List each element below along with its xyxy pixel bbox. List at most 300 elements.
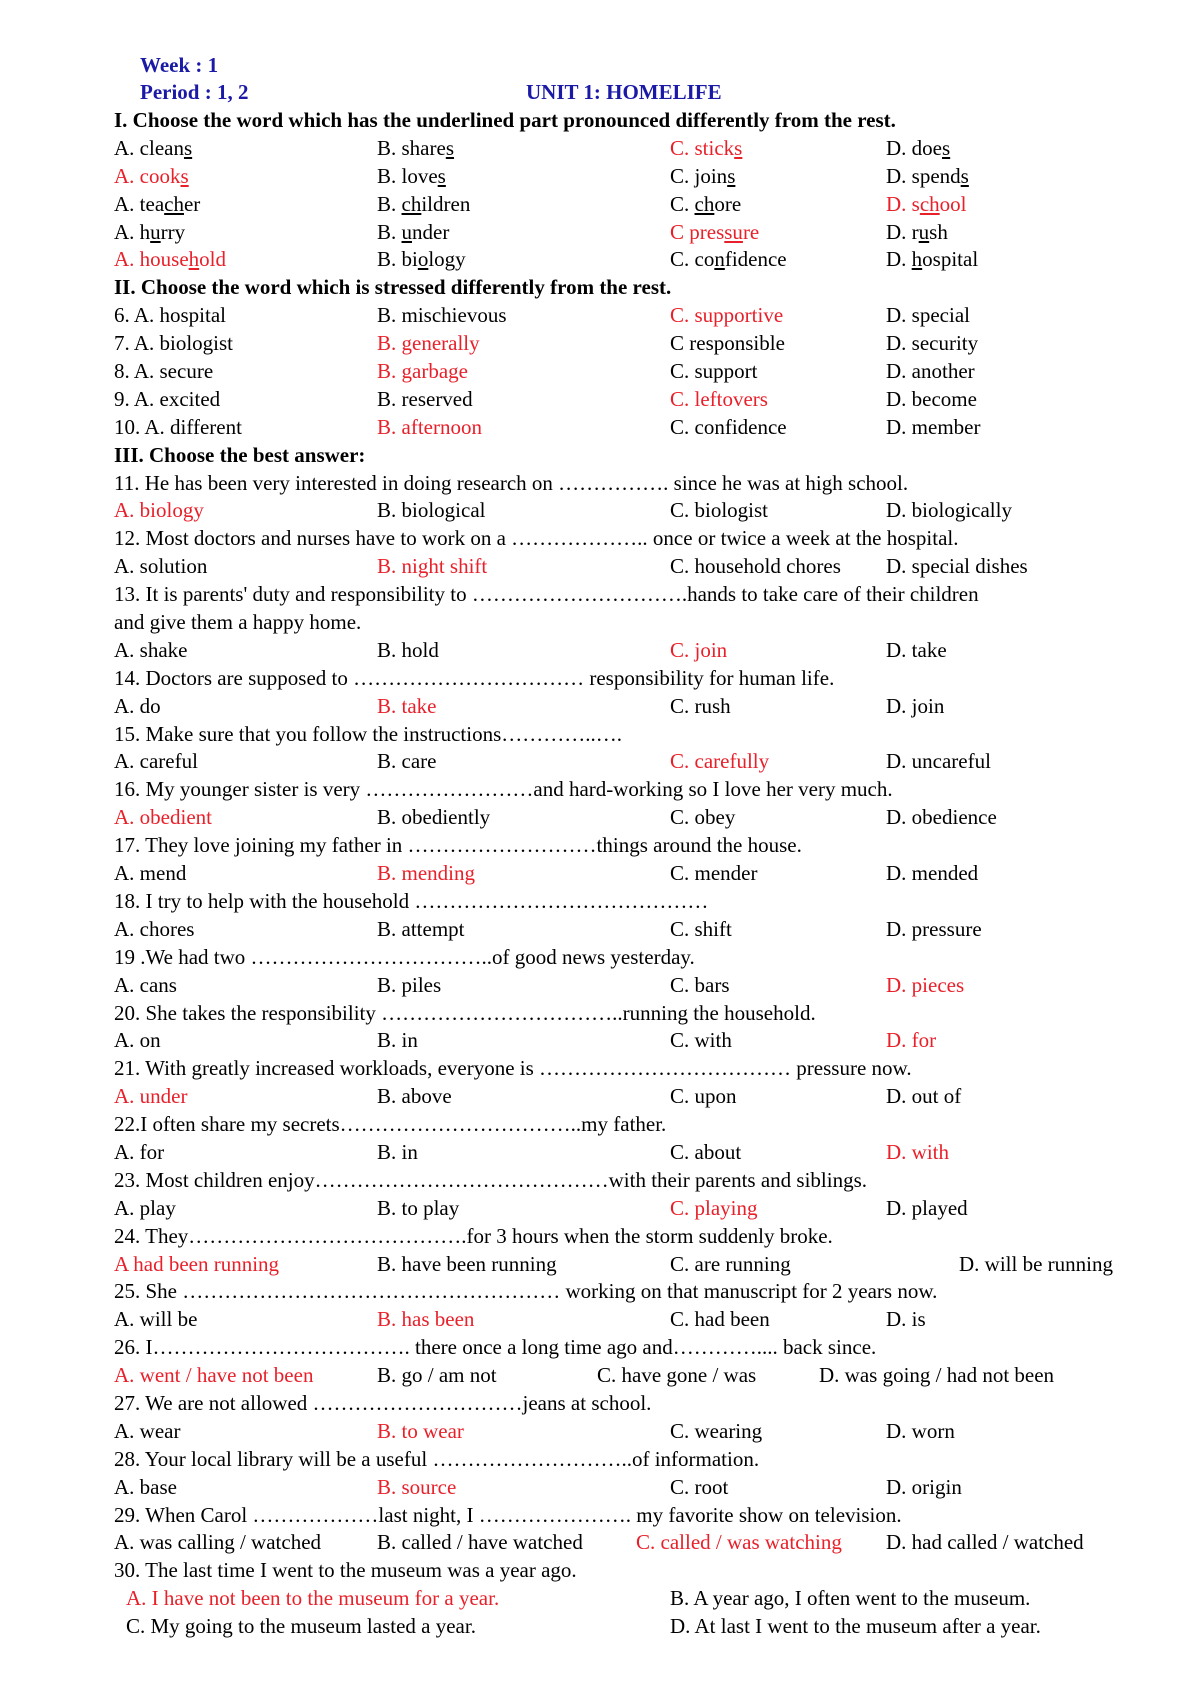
option-text-rest: ildren [421,191,471,216]
question-text [114,721,1194,749]
underlined-part: ch [694,191,715,216]
answer-option [959,1251,1113,1279]
answer-option [377,1362,497,1390]
question-stem: 22.I often share my secrets……………………………..my father. [114,1112,667,1137]
correct-answer-option [377,1418,464,1446]
option-text: B. reserved [377,386,473,411]
question-text [114,1000,1194,1028]
option-text: A. was calling / watched [114,1530,322,1555]
answer-option [114,553,207,581]
answer-option [886,1418,955,1446]
answer-options-row [114,135,1194,163]
answer-options-row [114,1083,1194,1111]
option-text: B. A year ago, I often went to the museum. [670,1586,1031,1611]
answer-option [114,330,233,358]
correct-answer-option [886,972,964,1000]
question-text [114,1055,1194,1083]
question-text [114,665,1194,693]
option-text: D. out of [886,1084,962,1109]
answer-option [886,302,970,330]
option-text: C. [670,191,695,216]
option-text: D. for [886,1028,937,1053]
option-text: D. was going / had not been [819,1363,1055,1388]
option-text: C. root [670,1474,729,1499]
answer-option [114,637,187,665]
answer-option [886,1083,961,1111]
answer-option [377,916,465,944]
question-text [114,1557,1194,1585]
option-text: B. generally [377,331,480,356]
option-text: B. to play [377,1195,460,1220]
question-stem: 28. Your local library will be a useful ………………………..of information. [114,1446,760,1471]
answer-option [377,163,446,191]
question-text [114,525,1194,553]
option-text: B. mending [377,861,475,886]
correct-answer-option [377,330,480,358]
answer-option [670,1251,791,1279]
answer-options-row [114,972,1194,1000]
answer-option [377,1529,583,1557]
answer-options-row [114,1418,1194,1446]
option-text: D. with [886,1139,949,1164]
correct-answer-option [886,1139,949,1167]
option-text: B. go / am not [377,1363,497,1388]
underlined-part: s [727,163,736,188]
answer-option [670,804,735,832]
option-text: C. upon [670,1084,737,1109]
answer-option [377,191,470,219]
correct-answer-option [126,1585,499,1613]
option-text: C. shift [670,916,732,941]
option-text: B. love [377,163,438,188]
option-text: D. obedience [886,805,997,830]
answer-option [886,860,978,888]
answer-option [377,135,454,163]
option-text: D. origin [886,1474,962,1499]
answer-option [670,860,757,888]
section-heading-text: I. Choose the word which has the underlined part pronounced differently from the rest. [114,108,896,132]
correct-answer-option [670,748,769,776]
week-label: Week : 1 [140,53,219,77]
option-text: B. piles [377,972,442,997]
option-text: A. h [114,219,151,244]
answer-options-row [114,1251,1194,1279]
answer-option [886,246,978,274]
option-text: C pres [670,219,725,244]
answer-option [114,972,177,1000]
option-text: B. take [377,693,437,718]
answer-options-row [114,358,1194,386]
answer-option [114,1139,164,1167]
question-text [114,1502,1194,1530]
question-stem: 29. When Carol ………………last night, I …………………. my favorite show on television. [114,1502,902,1527]
answer-options-row [114,414,1194,442]
underlined-part: u [918,219,930,244]
option-text: D. special [886,303,970,328]
question-stem: 15. Make sure that you follow the instructions…………..…. [114,721,623,746]
option-text: C. co [670,247,715,272]
answer-option [886,748,991,776]
answer-option [886,1306,926,1334]
period-label: Period : 1, 2 [140,80,249,104]
answer-option [670,553,841,581]
answer-option [114,219,185,247]
option-text: C. called / was watching [636,1530,842,1555]
underlined-part: s [180,163,189,188]
answer-options-row [114,302,1194,330]
option-text: D. mended [886,861,979,886]
underlined-part: u [150,219,161,244]
question-stem: 12. Most doctors and nurses have to work on a ……………….. once or twice a week at the hospital. [114,526,959,551]
option-text: A. biology [114,498,204,523]
option-text: C. are running [670,1251,791,1276]
answer-option [377,386,473,414]
answer-option [670,1613,1041,1641]
answer-options-row [114,1585,1194,1613]
answer-options-row [114,330,1194,358]
underlined-part: o [417,247,429,272]
answer-options-row [114,163,1194,191]
answer-option [377,1195,459,1223]
option-text: A. under [114,1084,188,1109]
option-text: D. played [886,1195,968,1220]
option-text: A. do [114,693,161,718]
answer-option [377,1083,452,1111]
answer-option [670,693,731,721]
answer-options-row [114,1529,1194,1557]
correct-answer-option [114,1083,187,1111]
underlined-part: ch [919,191,940,216]
answer-option [886,219,948,247]
option-text: D. r [886,219,919,244]
option-text: A. cans [114,972,177,997]
underlined-part: su [724,219,743,244]
option-text: D. biologically [886,498,1012,523]
option-text: D. s [886,191,920,216]
question-text [114,1167,1194,1195]
answer-options-row [114,1139,1194,1167]
correct-answer-option [670,637,727,665]
answer-options-row [114,386,1194,414]
option-text: B. hold [377,637,439,662]
underlined-part: s [960,163,969,188]
option-text-rest: rry [160,219,186,244]
option-text: A. house [114,247,189,272]
answer-options-row [114,219,1194,247]
option-text: D. spend [886,163,961,188]
answer-option [819,1362,1054,1390]
option-text: C. join [670,163,728,188]
option-text: C. household chores [670,554,841,579]
option-text: A. careful [114,749,198,774]
option-text: D. At last I went to the museum after a year. [670,1614,1041,1639]
section-heading-text: III. Choose the best answer: [114,442,366,467]
option-text: D. uncareful [886,749,991,774]
option-text: A. on [114,1028,161,1053]
answer-option [114,1418,180,1446]
option-text: 8. A. secure [114,359,214,384]
option-text: B. obediently [377,805,491,830]
option-text: A. went / have not been [114,1363,314,1388]
underlined-part: h [911,247,923,272]
option-text-rest: ore [714,191,742,216]
correct-answer-option [377,414,482,442]
answer-options-row [114,916,1194,944]
option-text: C. wearing [670,1418,763,1443]
question-text [114,776,1194,804]
answer-option [114,386,220,414]
answer-option [886,358,975,386]
underlined-part: n [714,247,725,272]
question-stem: 17. They love joining my father in ………………………things around the house. [114,833,802,858]
answer-option [670,414,787,442]
underlined-part: s [437,163,446,188]
answer-option [670,246,787,274]
question-stem: 11. He has been very interested in doing research on ……………. since he was at high school. [114,470,909,495]
underlined-part: u [401,219,413,244]
option-text: 6. A. hospital [114,303,227,328]
correct-answer-option [114,497,204,525]
option-text: C. carefully [670,749,770,774]
answer-options-row [114,748,1194,776]
answer-options-row [114,553,1194,581]
answer-option [886,1474,962,1502]
option-text: B. has been [377,1307,475,1332]
correct-answer-option [377,1474,456,1502]
answer-option [886,1529,1084,1557]
answer-option [670,1027,732,1055]
option-text: B. [377,219,402,244]
answer-option [670,163,735,191]
option-text-rest: logy [428,247,466,272]
underlined-part: s [183,135,193,160]
option-text: B. attempt [377,916,465,941]
option-text: A had been running [114,1251,280,1276]
answer-option [886,330,978,358]
answer-option [126,1613,476,1641]
answer-option [114,135,192,163]
section-heading [114,442,1194,470]
answer-options-row [114,1474,1194,1502]
answer-option [377,302,507,330]
option-text: C. My going to the museum lasted a year. [126,1614,476,1639]
correct-answer-option [886,1027,936,1055]
answer-option [377,748,436,776]
option-text: A. base [114,1474,177,1499]
option-text: B. care [377,749,437,774]
correct-answer-option [377,358,468,386]
option-text: A. chores [114,916,195,941]
option-text: D. take [886,637,947,662]
option-text-rest: fidence [724,247,787,272]
question-stem: 18. I try to help with the household …………………………………… [114,888,709,913]
correct-answer-option [886,191,967,219]
answer-option [114,358,213,386]
correct-answer-option [377,860,475,888]
option-text: A. play [114,1195,176,1220]
answer-option [670,358,758,386]
option-text: B. have been running [377,1251,557,1276]
correct-answer-option [670,219,759,247]
option-text: B. mischievous [377,303,507,328]
section-heading [114,274,1194,302]
correct-answer-option [377,553,487,581]
option-text-rest: er [183,191,201,216]
question-stem: 23. Most children enjoy……………………………………with their parents and siblings. [114,1167,868,1192]
option-text: B. night shift [377,554,488,579]
option-text: D. become [886,386,977,411]
option-text-rest: re [742,219,760,244]
option-text: C. biologist [670,498,769,523]
correct-answer-option [670,135,742,163]
option-text: C. about [670,1139,742,1164]
correct-answer-option [670,386,768,414]
answer-option [114,191,200,219]
answer-option [886,804,997,832]
option-text: C. supportive [670,303,784,328]
option-text: A. tea [114,191,165,216]
answer-option [670,1474,728,1502]
answer-option [377,1251,557,1279]
option-text: B. afternoon [377,414,482,439]
answer-options-row [114,1195,1194,1223]
underlined-part: ch [401,191,422,216]
option-text: 10. A. different [114,414,242,439]
question-stem: 16. My younger sister is very ……………………and hard-working so I love her very much. [114,777,893,802]
question-text [114,944,1194,972]
question-text [114,1223,1194,1251]
option-text: C. leftovers [670,386,768,411]
answer-option [670,972,730,1000]
correct-answer-option [114,804,212,832]
answer-option [114,693,161,721]
question-text [114,1278,1194,1306]
option-text-rest: ospital [922,247,979,272]
option-text: 9. A. excited [114,386,221,411]
option-text: D. security [886,331,979,356]
option-text: A. I have not been to the museum for a year. [126,1586,500,1611]
option-text: D. join [886,693,945,718]
option-text: C. playing [670,1195,758,1220]
answer-option [886,1195,968,1223]
answer-option [886,135,950,163]
option-text: D. worn [886,1418,955,1443]
answer-option [114,1306,197,1334]
option-text: C. bars [670,972,730,997]
option-text: D. pieces [886,972,965,997]
section-heading [114,107,1194,135]
answer-option [114,414,242,442]
answer-option [670,1306,770,1334]
answer-options-row [114,693,1194,721]
underlined-part: s [734,135,743,160]
option-text: C. had been [670,1307,770,1332]
answer-option [670,497,768,525]
option-text: C. confidence [670,414,787,439]
answer-option [670,330,785,358]
answer-option [114,1474,177,1502]
option-text: D. [886,247,912,272]
option-text: B. called / have watched [377,1530,583,1555]
answer-option [377,1027,418,1055]
question-text [114,1390,1194,1418]
underlined-part: h [188,247,200,272]
question-stem: and give them a happy home. [114,610,362,635]
correct-answer-option [114,246,226,274]
question-stem: 13. It is parents' duty and responsibility to ………………………….hands to take care of their children [114,582,979,607]
answer-options-row [114,1027,1194,1055]
correct-answer-option [114,1251,279,1279]
unit-title: UNIT 1: HOMELIFE [526,80,722,104]
option-text: A. obedient [114,805,212,830]
answer-option [377,804,490,832]
option-text: C. mender [670,861,758,886]
option-text: B. above [377,1084,452,1109]
answer-option [886,414,980,442]
option-text: D. will be running [959,1251,1113,1276]
option-text: 7. A. biologist [114,331,234,356]
option-text: C. with [670,1028,732,1053]
answer-option [886,386,977,414]
question-stem: 14. Doctors are supposed to …………………………… responsibility for human life. [114,665,835,690]
option-text: C. have gone / was [597,1363,757,1388]
answer-option [114,1529,321,1557]
question-stem: 27. We are not allowed …………………………jeans at school. [114,1390,652,1415]
question-text [114,1334,1194,1362]
option-text: B. share [377,135,446,160]
correct-answer-option [114,1362,313,1390]
option-text: A. wear [114,1418,181,1443]
section-heading-text: II. Choose the word which is stressed differently from the rest. [114,275,672,300]
correct-answer-option [114,163,189,191]
option-text: C. obey [670,805,736,830]
option-text: B. to wear [377,1418,464,1443]
answer-option [597,1362,756,1390]
answer-option [670,1585,1030,1613]
option-text: D. another [886,359,975,384]
question-stem: 19 .We had two ……………………………..of good news yesterday. [114,944,695,969]
option-text: D. member [886,414,981,439]
option-text: A. solution [114,554,208,579]
answer-option [670,1083,737,1111]
question-text [114,470,1194,498]
answer-option [670,916,732,944]
option-text: A. will be [114,1307,198,1332]
correct-answer-option [377,693,436,721]
question-text [114,609,1194,637]
worksheet-body [114,107,1194,1641]
option-text: C. support [670,359,758,384]
answer-option [377,219,449,247]
answer-option [377,972,441,1000]
answer-option [114,302,226,330]
answer-option [886,916,982,944]
answer-options-row [114,246,1194,274]
answer-option [886,693,944,721]
option-text: B. biological [377,498,486,523]
option-text: B. garbage [377,359,468,384]
answer-options-row [114,860,1194,888]
option-text: D. is [886,1307,926,1332]
answer-option [377,246,466,274]
answer-options-row [114,497,1194,525]
question-stem: 24. They………………………………….for 3 hours when the storm suddenly broke. [114,1223,833,1248]
correct-answer-option [670,302,783,330]
answer-options-row [114,1613,1194,1641]
answer-option [670,191,741,219]
option-text: B. in [377,1139,418,1164]
answer-option [114,1195,176,1223]
